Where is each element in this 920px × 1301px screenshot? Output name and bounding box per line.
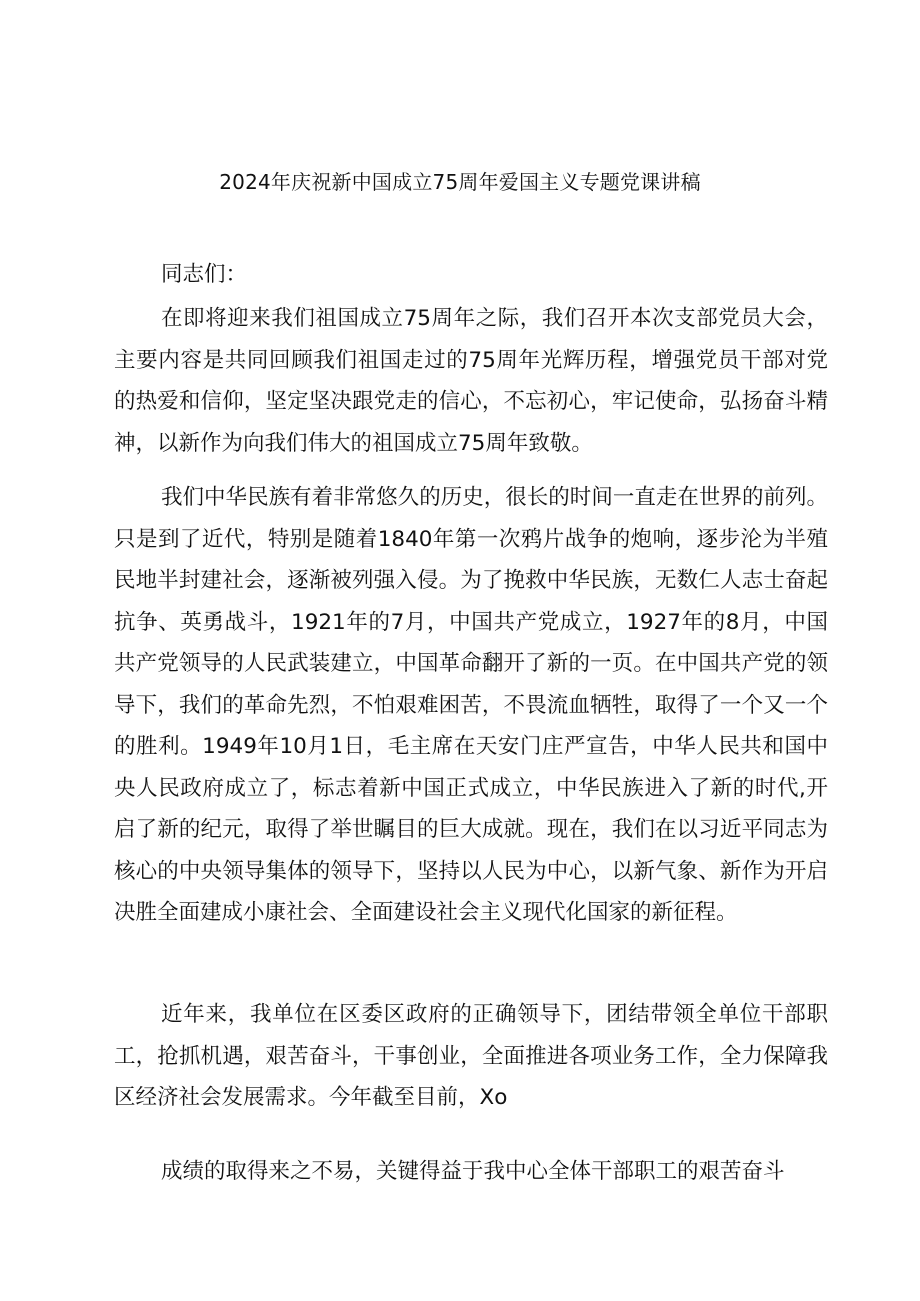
paragraph-2 bbox=[114, 477, 828, 934]
paragraph-1 bbox=[114, 298, 828, 464]
paragraph-text: 在即将迎来我们祖国成立75周年之际，我们召开本次支部党员大会，主要内容是共同回顾我们祖国走过的75周年光辉历程，增强党员干部对党的热爱和信仰，坚定坚决跟党走的信心，不忘初心，牢记使命，弘扬奋斗精神，以新作为向我们伟大的祖国成立75周年致敬。 bbox=[114, 306, 828, 456]
salutation-text: 同志们： bbox=[161, 262, 248, 287]
document-title: 2024年庆祝新中国成立75周年爱国主义专题党课讲稿 bbox=[219, 170, 701, 194]
salutation bbox=[114, 254, 828, 296]
paragraph-4 bbox=[114, 1151, 828, 1193]
paragraph-text: 我们中华民族有着非常悠久的历史，很长的时间一直走在世界的前列。只是到了近代，特别是随着1840年第一次鸦片战争的炮响，逐步沦为半殖民地半封建社会，逐渐被列强入侵。为了挽救中华民族，无数仁人志士奋起抗争、英勇战斗，1921年的7月，中国共产党成立，1927年的8月，中国共产党领导的人民武装建立，中国革命翻开了新的一页。在中国共产党的领导下，我们的革命先烈，不怕艰难困苦，不畏流血牺牲，取得了一个又一个的胜利。1949年10月1日，毛主席在天安门庄严宣告，中华人民共和国中央人民政府成立了，标志着新中国正式成立，中华民族进入了新的时代,开启了新的纪元，取得了举世瞩目的巨大成就。现在，我们在以习近平同志为核心的中央领导集体的领导下，坚持以人民为中心，以新气象、新作为开启决胜全面建成小康社会、全面建设社会主义现代化国家的新征程。 bbox=[114, 485, 828, 925]
paragraph-text: 成绩的取得来之不易，关键得益于我中心全体干部职工的艰苦奋斗 bbox=[161, 1159, 785, 1184]
paragraph-3 bbox=[114, 994, 828, 1119]
paragraph-text: 近年来，我单位在区委区政府的正确领导下，团结带领全单位干部职工，抢抓机遇，艰苦奋斗，干事创业，全面推进各项业务工作，全力保障我区经济社会发展需求。今年截至目前，Xo bbox=[114, 1002, 828, 1110]
